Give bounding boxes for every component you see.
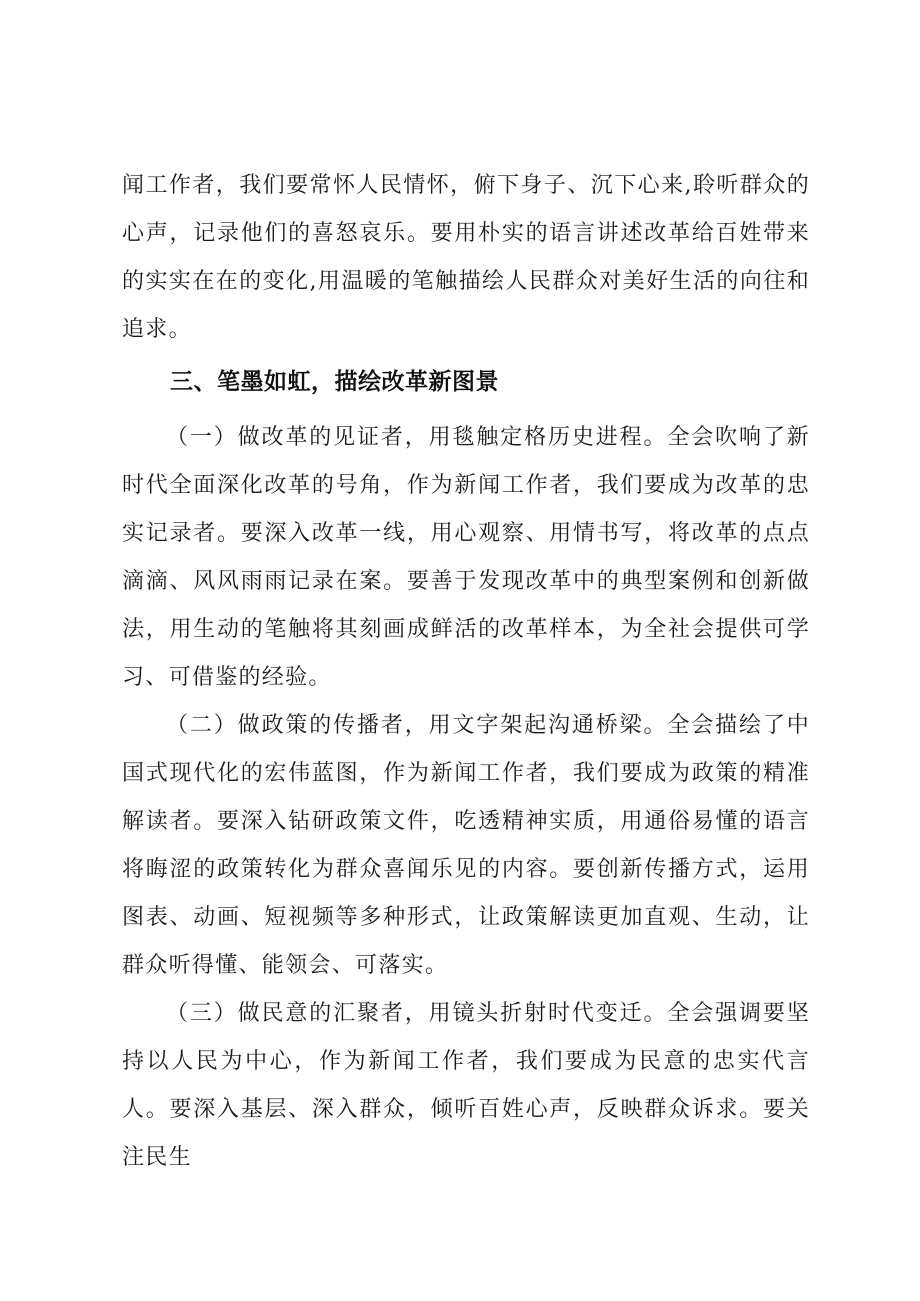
continued-paragraph: 闻工作者，我们要常怀人民情怀，俯下身子、沉下心来,聆听群众的心声，记录他们的喜怒哀乐。要用朴实的语言讲述改革给百姓带来的实实在在的变化,用温暖的笔触描绘人民群众对美好生活的向往和追求。 bbox=[122, 173, 810, 342]
subsection-paragraph-1: （一）做改革的见证者，用毯触定格历史进程。全会吹响了新时代全面深化改革的号角，作为新闻工作者，我们要成为改革的忠实记录者。要深入改革一线，用心观察、用情书写，将改革的点点滴滴、风风雨雨记录在案。要善于发现改革中的典型案例和创新做法，用生动的笔触将其刻画成鲜活的改革样本，为全社会提供可学习、可借鉴的经验。 bbox=[122, 425, 810, 690]
section-heading: 三、笔墨如虹，描绘改革新图景 bbox=[170, 369, 499, 395]
document-body bbox=[122, 162, 810, 1182]
subsection-paragraph-3: （三）做民意的汇聚者，用镜头折射时代变迁。全会强调要坚持以人民为中心，作为新闻工作者，我们要成为民意的忠实代言人。要深入基层、深入群众，倾听百姓心声，反映群众诉求。要关注民生 bbox=[122, 1001, 810, 1170]
subsection-paragraph-2: （二）做政策的传播者，用文字架起沟通桥梁。全会描绘了中国式现代化的宏伟蓝图，作为新闻工作者，我们要成为政策的精准解读者。要深入钻研政策文件，吃透精神实质，用通俗易懂的语言将晦涩的政策转化为群众喜闻乐见的内容。要创新传播方式，运用图表、动画、短视频等多种形式，让政策解读更加直观、生动，让群众听得懂、能领会、可落实。 bbox=[122, 713, 810, 978]
